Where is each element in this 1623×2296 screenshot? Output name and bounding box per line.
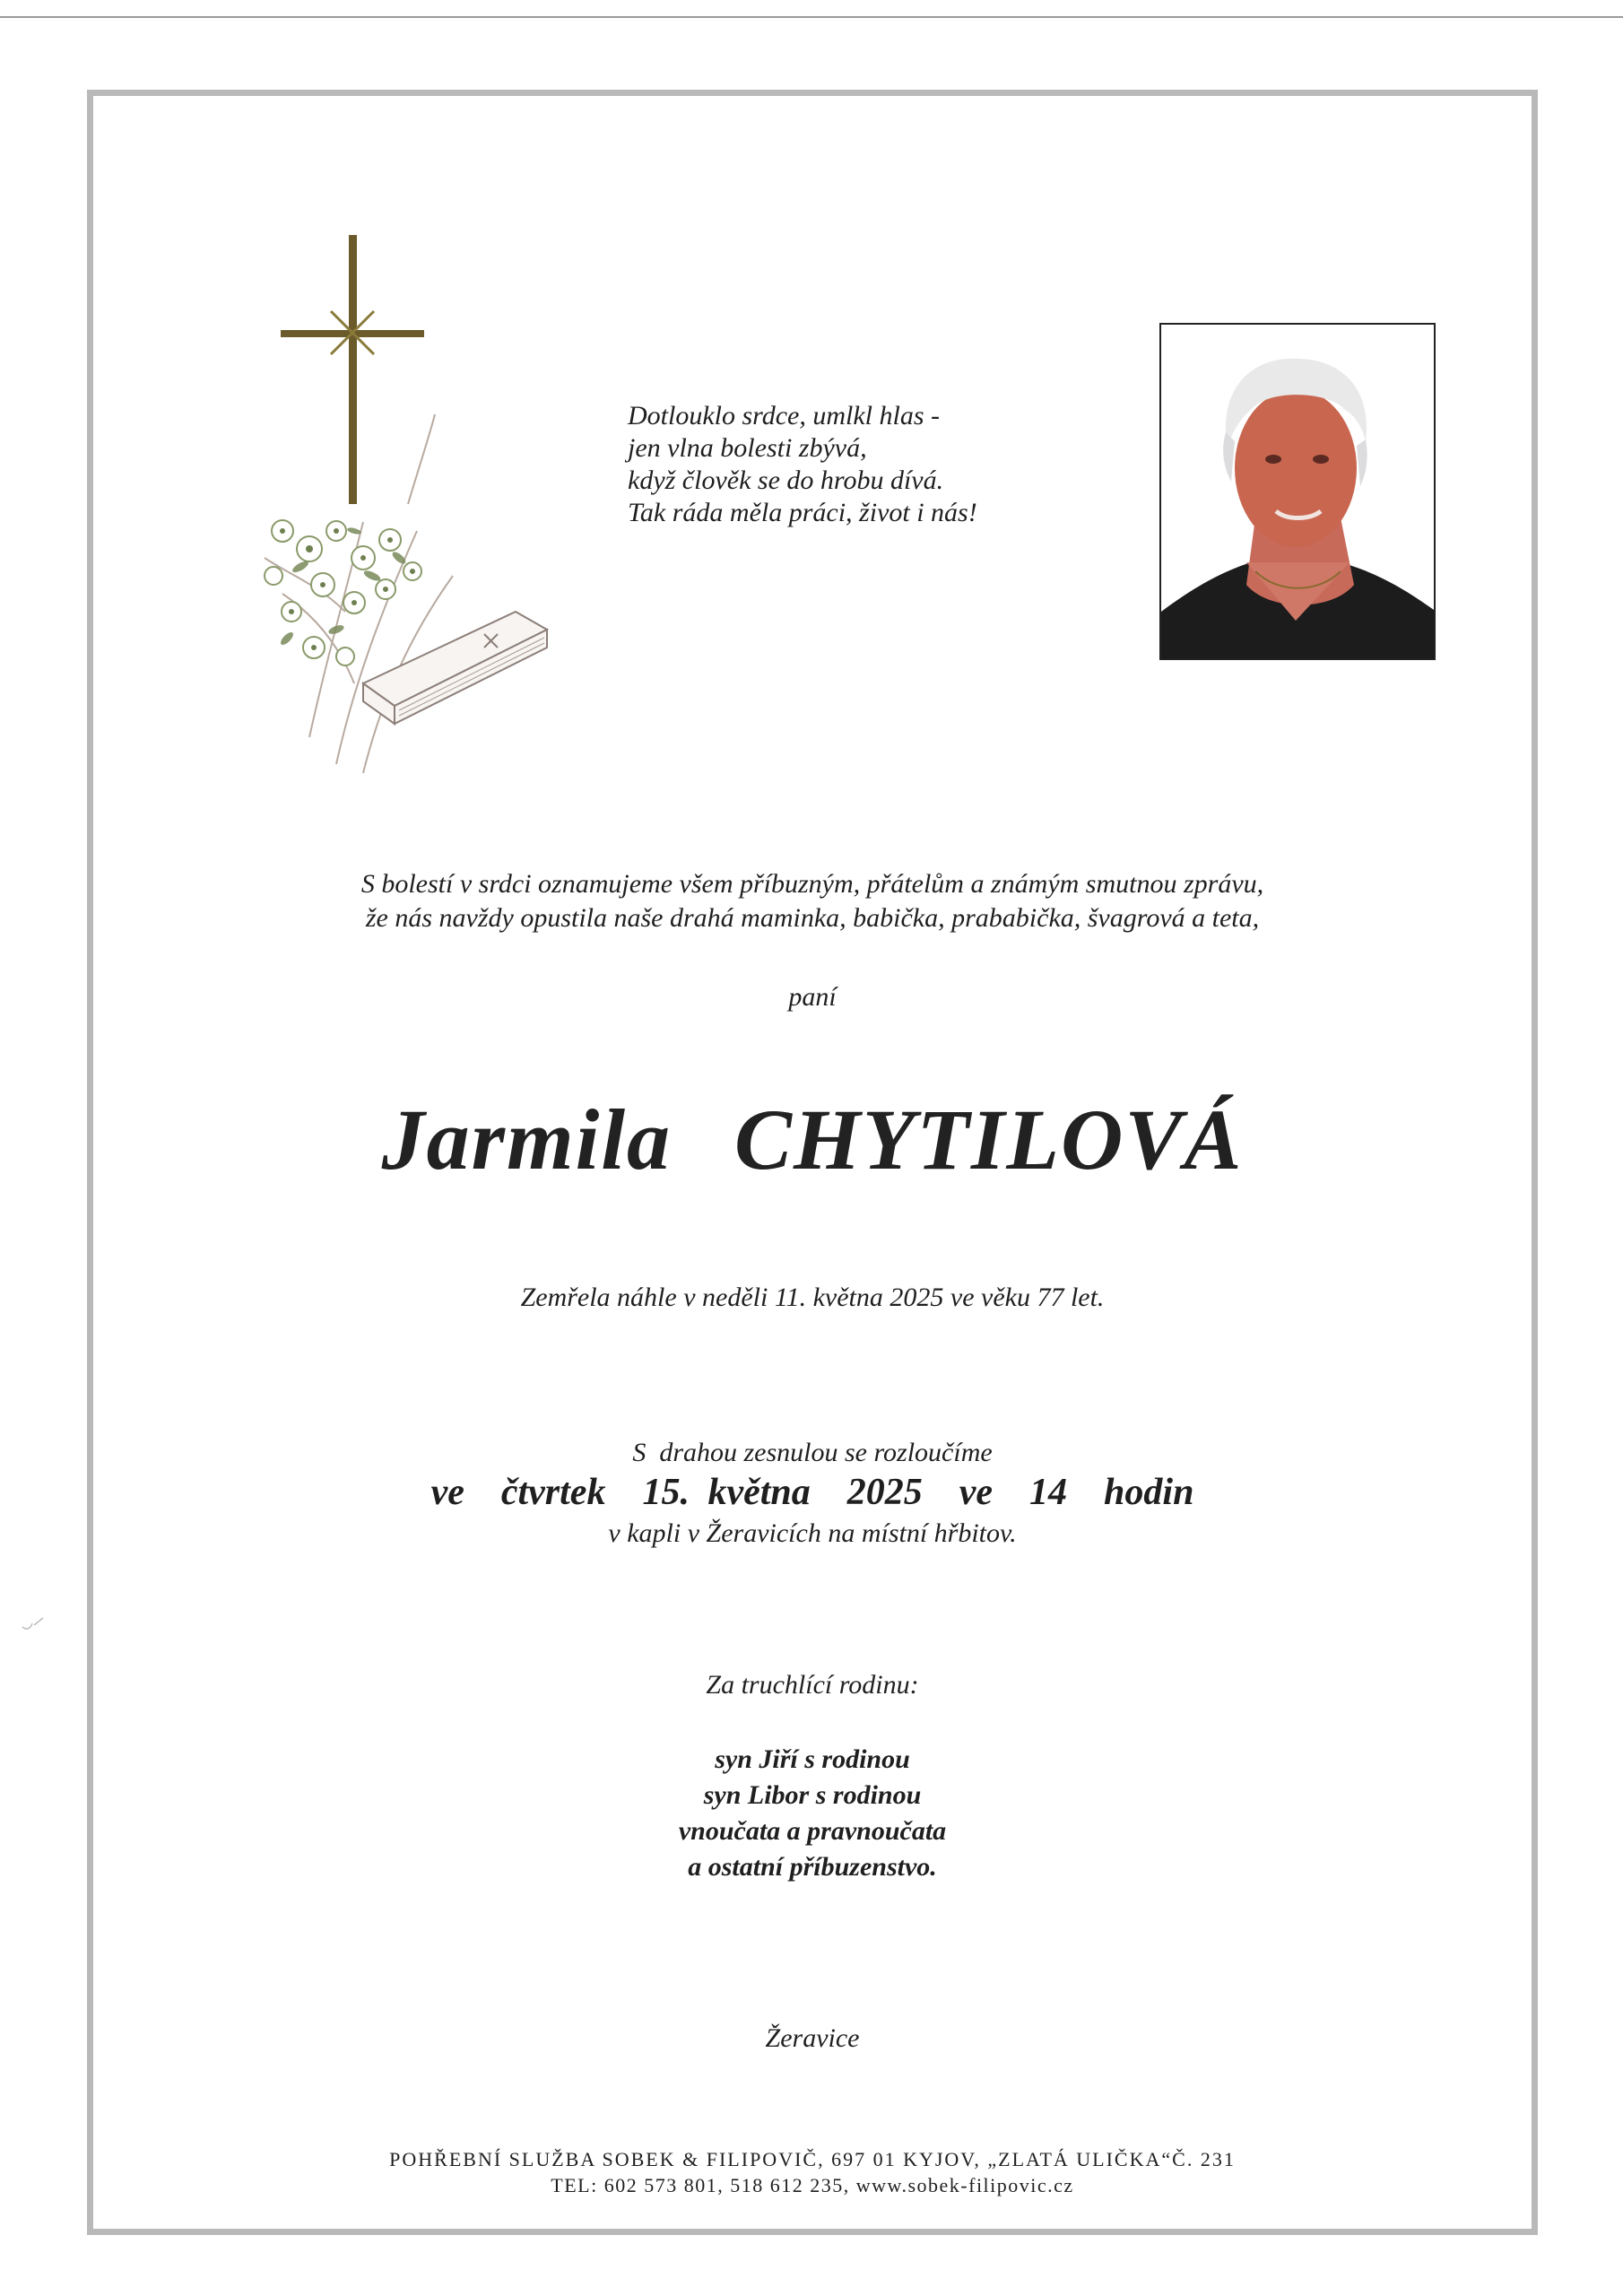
announcement-line: S bolestí v srdci oznamujeme všem příbuzným, přátelům a známým smutnou zprávu, (360, 869, 1264, 899)
portrait-image (1161, 325, 1434, 658)
verse-line: když člověk se do hrobu dívá. (628, 465, 944, 495)
announcement-text (87, 867, 1538, 935)
verse-line: Dotlouklo srdce, umlkl hlas - (628, 401, 941, 430)
deceased-name (87, 1090, 1538, 1189)
portrait-photo (1159, 323, 1436, 660)
mourner-item: vnoučata a pravnoučata (678, 1816, 947, 1846)
cross-flowers-book-icon (229, 235, 569, 782)
verse-line: Tak ráda měla práci, život i nás! (628, 498, 977, 527)
death-notice: Zemřela náhle v neděli 11. května 2025 ve věku 77 let. (520, 1283, 1105, 1312)
mourners-list (87, 1742, 1538, 1885)
first-name: Jarmila (381, 1091, 672, 1187)
family-heading: Za truchlící rodinu: (706, 1670, 919, 1700)
farewell-intro: S drahou zesnulou se rozloučíme (632, 1438, 993, 1467)
funeral-service-address: POHŘEBNÍ SLUŽBA SOBEK & FILIPOVIČ, 697 01 KYJOV, „ZLATÁ ULIČKA“Č. 231 (389, 2148, 1236, 2170)
funeral-service-contact: TEL: 602 573 801, 518 612 235, www.sobek-filipovic.cz (551, 2174, 1074, 2196)
mourner-item: a ostatní příbuzenstvo. (688, 1852, 937, 1882)
mourner-item: syn Jiří s rodinou (715, 1744, 910, 1774)
village-name: Žeravice (765, 2023, 860, 2053)
scan-edge-line (0, 16, 1623, 18)
verse-line: jen vlna bolesti zbývá, (628, 433, 867, 463)
farewell-place: v kapli v Žeravicích na místní hřbitov. (608, 1518, 1017, 1548)
announcement-line: že nás navždy opustila naše drahá maminka, babička, prababička, švagrová a teta, (365, 903, 1260, 933)
last-name: CHYTILOVÁ (734, 1091, 1244, 1187)
farewell-datetime: ve čtvrtek 15. května 2025 ve 14 hodin (430, 1472, 1194, 1513)
salutation: paní (788, 982, 837, 1012)
memorial-verse (628, 400, 1130, 529)
mourner-item: syn Libor s rodinou (703, 1780, 922, 1810)
stray-pen-mark (20, 1614, 47, 1632)
